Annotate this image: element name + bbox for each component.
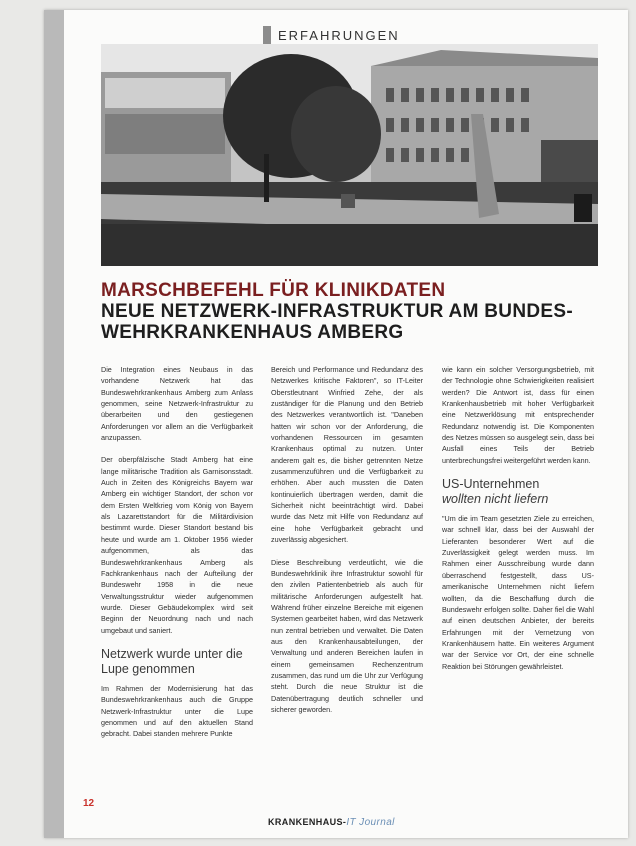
hospital-photo-image [101,44,598,266]
column-1 [101,364,253,751]
headline-line-2: NEUE NETZWERK-INFRASTRUKTUR AM BUNDES- [101,301,573,322]
headline-line-3: WEHRKRANKENHAUS AMBERG [101,322,404,343]
column-1-subheading: Netzwerk wurde unter die Lupe genommen [101,646,243,676]
column-1-paragraph-1: Die Integration eines Neubaus in das vorhandene Netzwerk hat das Bundeswehrkrankenhaus Amberg zum Anlass genommen, seine Netzwerk-Infrastruktur zu überarbeiten und den gestiegenen Anforderungen vor allem an die Verfügbarkeit anzupassen. [101,365,253,443]
column-1-paragraph-3: Im Rahmen der Modernisierung hat das Bundeswehrkrankenhaus auch die Gruppe Netzwerk-Infrastruktur unter die Lupe genommen und auf den aktuellen Stand gebracht. Dabei standen mehrere Punkte [101,683,253,739]
footer-brand-suffix: IT Journal [346,817,395,828]
headline-line-1: MARSCHBEFEHL FÜR KLINIKDATEN [101,280,446,301]
column-3-subheading-line-2: wollten nicht liefern [442,492,549,507]
footer-logo [268,817,395,828]
hospital-photo [101,44,598,266]
column-2 [271,364,423,726]
page-margin-bar [44,10,64,838]
section-label: ERFAHRUNGEN [278,28,400,43]
article-headline [101,280,601,343]
column-1-paragraph-2: Der oberpfälzische Stadt Amberg hat eine lange militärische Tradition als Garnisonsstadt. Auch in Zeiten des Königreichs Bayern war Amberg ein wichtiger Standort, der schon vor dem Ersten Weltkrieg vom König von Bayern als Lazarettstandort für die Militärdivision bestimmt wurde. Dieser Standort bestand bis heute und wurde am 1. Oktober 1956 wieder aufgenommen, als das Bundeswehrkrankenhaus Amberg als Fachkrankenhaus nach der Aufteilung der Bundeswehr 1958 in die neue Verwaltungsstruktur wieder aufgenommen wurde. Dieser Gebäudekomplex wird seit Beginn der Neuordnung nach und nach umgebaut und saniert. [101,455,253,635]
column-3-paragraph-1: wie kann ein solcher Versorgungsbetrieb, mit der Technologie ohne Schwierigkeiten realisiert werden? Die Antwort ist, dass für einen Krankenhausbetrieb mit hoher Verfügbarkeit eine Netzwerklösung mit entsprechender Redundanz notwendig ist. Die Komponenten des Netzes müssen so ausgelegt sein, dass bei Ausfall eines Teils der Betrieb unterbrechungsfrei weitergeführt werden kann. [442,365,594,465]
column-3-paragraph-2: "Um die im Team gesetzten Ziele zu erreichen, war schnell klar, dass bei der Auswahl der Lieferanten besonderer Wert auf die Zuverlässigkeit gelegt werden muss. Im Rahmen einer Ausschreibung wurde dann überraschend festgestellt, dass US-amerikanische Unternehmen nicht liefern wollten, da die Beschaffung durch die Bundeswehr erfolgen sollte. Daher fiel die Wahl auf einen deutschen Anbieter, der bereits Erfahrungen mit der Vernetzung von Krankenhäusern hatte. Ein weiteres Argument war der Service vor Ort, der eine schnelle Reaktion bei Störungen gewährleistet. [442,514,594,671]
page-number: 12 [83,798,95,809]
footer-brand: KRANKENHAUS- [268,817,347,827]
column-3-subheading-line-1: US-Unternehmen [442,477,540,492]
column-3 [442,364,594,683]
article-body [101,364,599,794]
column-3-subheading [442,477,594,507]
column-2-paragraph-2: Diese Beschreibung verdeutlicht, wie die Bundeswehrklinik ihre Infrastruktur sowohl für den zivilen Patientenbetrieb als auch für militärische Anforderungen aufgestellt hat. Während früher einzelne Bereiche mit eigenen Systemen gearbeitet haben, wird das Netzwerk nun zentral betrieben und verwaltet. Die Daten aus den Krankenhausabteilungen, der Verwaltung und anderen Bereichen laufen in einem gemeinsamen Rechenzentrum zusammen, das rund um die Uhr zur Verfügung steht. Durch die neue Struktur ist die Datenübertragung deutlich schneller und sicherer geworden. [271,557,423,714]
column-2-paragraph-1: Bereich und Performance und Redundanz des Netzwerkes kritische Faktoren", so IT-Leiter Oberstleutnant Winfried Zehe, der als zuständiger für die Planung und den Betrieb des Netzwerkes verantwortlich ist. "Daneben hatten wir schon vor der Anforderung, die vorhandenen Ressourcen im gesamten Krankenhaus optimal zu nutzen. Unter anderem galt es, die bisher getrennten Netze zusammenzuführen und die Verfügbarkeit zu erhöhen. Aber auch mussten die Daten kontinuierlich übertragen werden, damit die Sicherheit nicht beeinträchtigt wird. Dabei wurde das Netz mit Hilfe von Redundanz auf eine hohe Verfügbarkeit gebracht und zuverlässig abgesichert. [271,365,423,545]
